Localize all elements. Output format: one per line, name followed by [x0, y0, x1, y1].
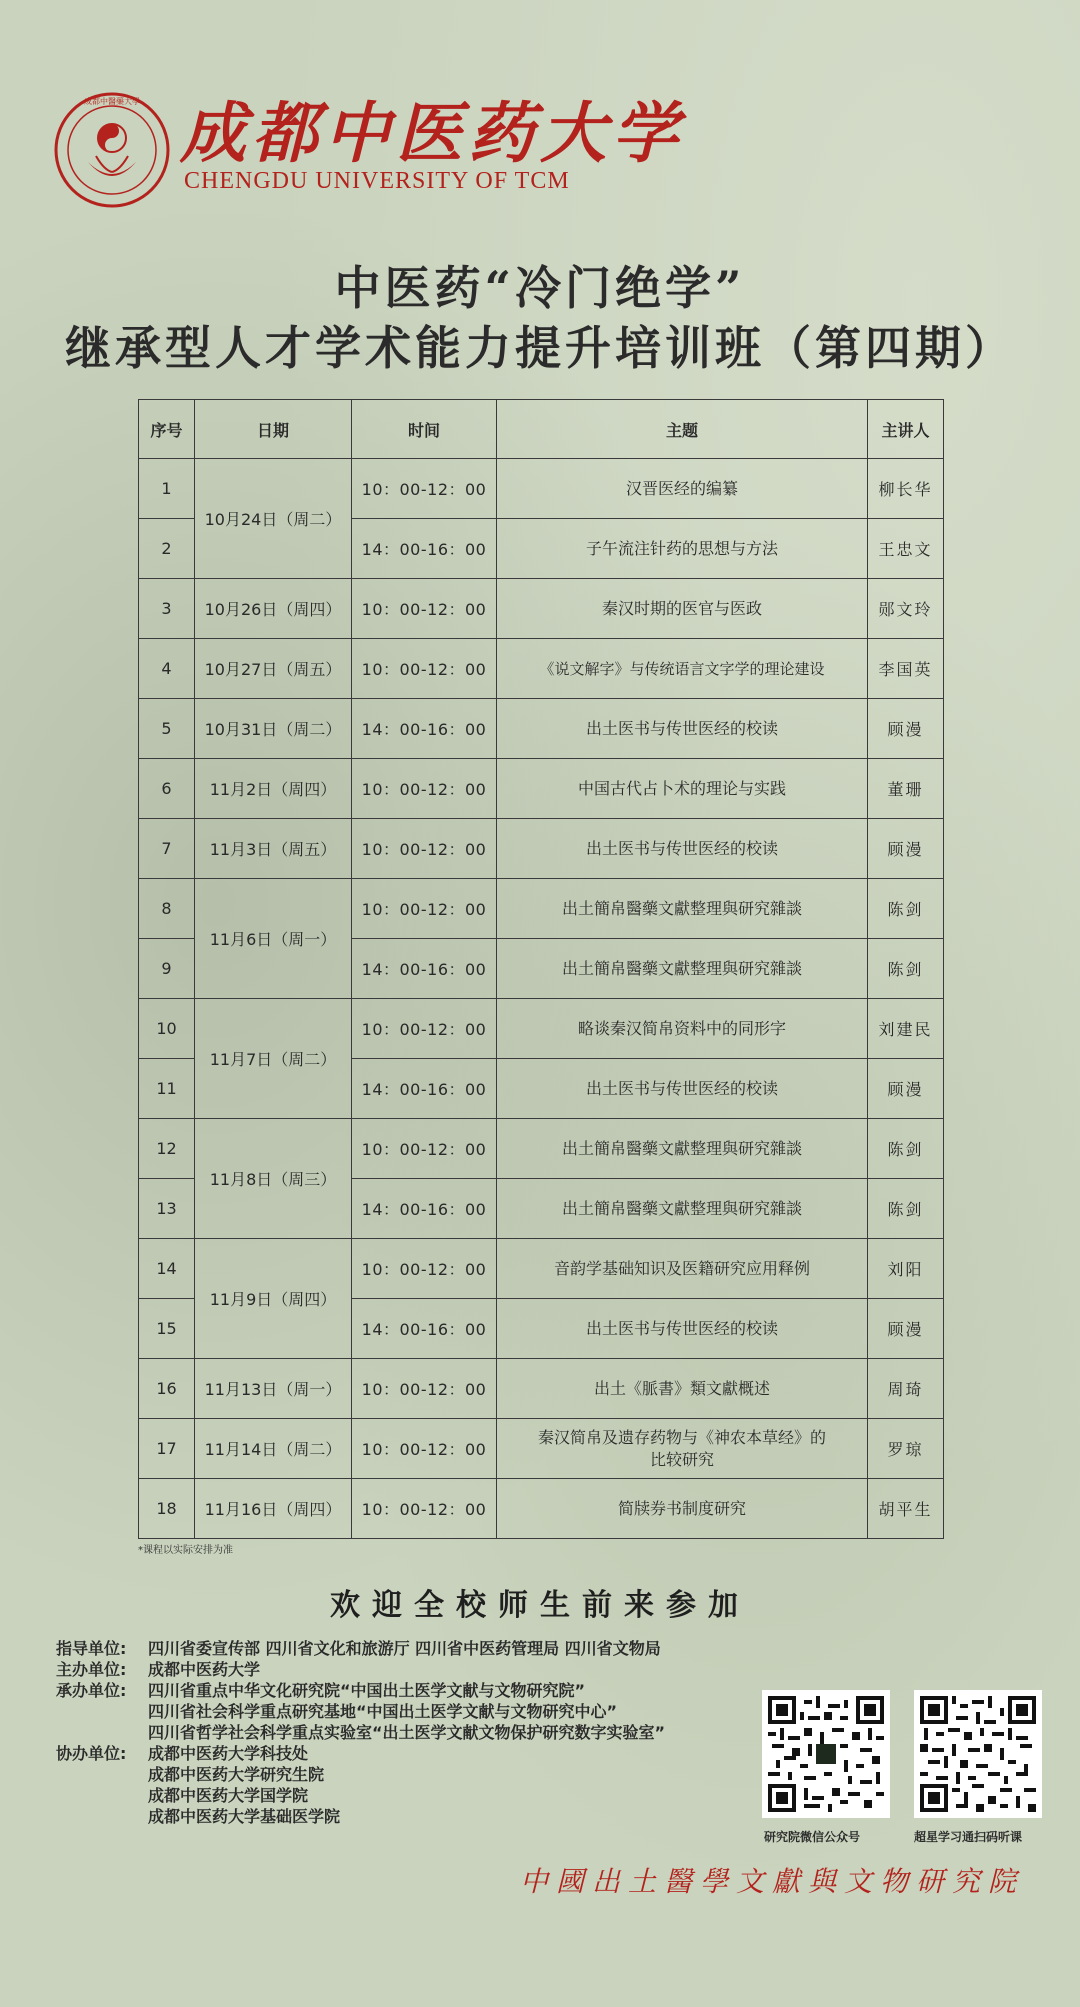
row-no: 9 — [139, 939, 195, 999]
table-row — [139, 459, 944, 519]
row-time: 10：00-12：00 — [352, 819, 497, 879]
row-topic: 简牍券书制度研究 — [497, 1479, 868, 1539]
table-header-row — [139, 400, 944, 459]
page-title-line2: 继承型人才学术能力提升培训班（第四期） — [65, 321, 1015, 375]
row-time: 14：00-16：00 — [352, 699, 497, 759]
table-row — [139, 759, 944, 819]
row-time: 10：00-12：00 — [352, 1479, 497, 1539]
row-no: 18 — [139, 1479, 195, 1539]
row-speaker: 陈剑 — [868, 939, 944, 999]
table-row — [139, 1419, 944, 1479]
table-row — [139, 879, 944, 939]
schedule-note: *课程以实际安排为准 — [138, 1545, 233, 1556]
org-host-label: 主办单位: — [56, 1660, 127, 1679]
university-seal-logo — [52, 90, 172, 210]
row-topic: 《说文解字》与传统语言文字学的理论建设 — [497, 639, 868, 699]
row-no: 6 — [139, 759, 195, 819]
row-topic: 出土医书与传世医经的校读 — [497, 1059, 868, 1119]
row-speaker: 王忠文 — [868, 519, 944, 579]
row-topic: 出土医书与传世医经的校读 — [497, 1299, 868, 1359]
row-speaker: 陈剑 — [868, 1119, 944, 1179]
org-guide-label: 指导单位: — [56, 1639, 127, 1658]
row-topic: 秦汉时期的医官与医政 — [497, 579, 868, 639]
header-speaker: 主讲人 — [868, 400, 944, 459]
table-row — [139, 1239, 944, 1299]
row-time: 14：00-16：00 — [352, 1299, 497, 1359]
row-topic: 汉晋医经的编纂 — [497, 459, 868, 519]
row-date: 11月14日（周二） — [195, 1419, 352, 1479]
row-date: 11月7日（周二） — [195, 999, 352, 1119]
row-speaker: 李国英 — [868, 639, 944, 699]
university-name-en: CHENGDU UNIVERSITY OF TCM — [184, 168, 570, 194]
org-assist-label: 协办单位: — [56, 1744, 127, 1763]
row-topic: 子午流注针药的思想与方法 — [497, 519, 868, 579]
row-speaker: 顾漫 — [868, 819, 944, 879]
row-topic: 出土簡帛醫藥文獻整理與研究雜談 — [497, 939, 868, 999]
org-undertake-value: 四川省重点中华文化研究院“中国出土医学文献与文物研究院” — [148, 1681, 586, 1700]
row-speaker: 罗琼 — [868, 1419, 944, 1479]
row-time: 10：00-12：00 — [352, 579, 497, 639]
row-date: 11月2日（周四） — [195, 759, 352, 819]
row-speaker: 柳长华 — [868, 459, 944, 519]
row-no: 5 — [139, 699, 195, 759]
row-no: 11 — [139, 1059, 195, 1119]
row-topic: 出土簡帛醫藥文獻整理與研究雜談 — [497, 1179, 868, 1239]
row-date: 11月3日（周五） — [195, 819, 352, 879]
row-speaker: 陈剑 — [868, 1179, 944, 1239]
row-time: 14：00-16：00 — [352, 1179, 497, 1239]
row-topic: 出土《脈書》類文獻概述 — [497, 1359, 868, 1419]
org-assist-value: 成都中医药大学研究生院 — [148, 1765, 325, 1784]
row-speaker: 郧文玲 — [868, 579, 944, 639]
org-assist-value: 成都中医药大学国学院 — [148, 1786, 309, 1805]
row-time: 14：00-16：00 — [352, 519, 497, 579]
row-topic-line1: 秦汉简帛及遗存药物与《神农本草经》的 — [537, 1427, 826, 1447]
row-date: 11月6日（周一） — [195, 879, 352, 999]
row-time: 14：00-16：00 — [352, 939, 497, 999]
row-speaker: 刘阳 — [868, 1239, 944, 1299]
org-assist-value: 成都中医药大学基础医学院 — [148, 1807, 341, 1826]
header-topic: 主题 — [497, 400, 868, 459]
header-time: 时间 — [352, 400, 497, 459]
row-topic: 出土医书与传世医经的校读 — [497, 699, 868, 759]
row-no: 14 — [139, 1239, 195, 1299]
footer-institute-name: 中國出土醫學文獻與文物研究院 — [520, 1865, 1025, 1898]
row-time: 10：00-12：00 — [352, 1359, 497, 1419]
row-time: 10：00-12：00 — [352, 639, 497, 699]
org-host-value: 成都中医药大学 — [148, 1660, 261, 1679]
table-row — [139, 1479, 944, 1539]
row-topic: 音韵学基础知识及医籍研究应用释例 — [497, 1239, 868, 1299]
welcome-banner: 欢迎全校师生前来参加 — [330, 1588, 750, 1623]
row-time: 10：00-12：00 — [352, 1239, 497, 1299]
row-no: 15 — [139, 1299, 195, 1359]
table-row — [139, 639, 944, 699]
row-topic: 出土簡帛醫藥文獻整理與研究雜談 — [497, 879, 868, 939]
wechat-qr-code[interactable] — [762, 1690, 890, 1818]
qr-code-icon — [920, 1696, 1036, 1812]
row-speaker: 刘建民 — [868, 999, 944, 1059]
table-row — [139, 699, 944, 759]
org-undertake-value: 四川省哲学社会科学重点实验室“出土医学文献文物保护研究数字实验室” — [148, 1723, 666, 1742]
table-row — [139, 579, 944, 639]
university-header — [52, 80, 684, 194]
row-time: 10：00-12：00 — [352, 1419, 497, 1479]
row-topic — [497, 1419, 868, 1479]
row-topic: 中国古代占卜术的理论与实践 — [497, 759, 868, 819]
svg-text:成都中醫藥大學: 成都中醫藥大學 — [84, 97, 140, 106]
row-no: 16 — [139, 1359, 195, 1419]
row-date: 10月31日（周二） — [195, 699, 352, 759]
row-date: 10月24日（周二） — [195, 459, 352, 579]
row-no: 4 — [139, 639, 195, 699]
row-topic-line2: 比较研究 — [649, 1449, 714, 1469]
row-speaker: 顾漫 — [868, 699, 944, 759]
row-speaker: 顾漫 — [868, 1299, 944, 1359]
row-no: 10 — [139, 999, 195, 1059]
row-topic: 出土医书与传世医经的校读 — [497, 819, 868, 879]
row-topic: 略谈秦汉简帛资料中的同形字 — [497, 999, 868, 1059]
row-date: 10月27日（周五） — [195, 639, 352, 699]
chaoxing-qr-code[interactable] — [914, 1690, 1042, 1818]
row-date: 11月9日（周四） — [195, 1239, 352, 1359]
org-undertake-label: 承办单位: — [56, 1681, 127, 1700]
row-no: 8 — [139, 879, 195, 939]
page-title-line1: 中医药“冷门绝学” — [334, 261, 746, 315]
table-row — [139, 1119, 944, 1179]
row-time: 14：00-16：00 — [352, 1059, 497, 1119]
row-no: 17 — [139, 1419, 195, 1479]
row-date: 11月8日（周三） — [195, 1119, 352, 1239]
row-time: 10：00-12：00 — [352, 879, 497, 939]
row-speaker: 陈剑 — [868, 879, 944, 939]
org-assist-value: 成都中医药大学科技处 — [148, 1744, 309, 1763]
row-time: 10：00-12：00 — [352, 459, 497, 519]
row-topic: 出土簡帛醫藥文獻整理與研究雜談 — [497, 1119, 868, 1179]
row-no: 2 — [139, 519, 195, 579]
row-speaker: 董珊 — [868, 759, 944, 819]
table-row — [139, 819, 944, 879]
chaoxing-qr-caption: 超星学习通扫码听课 — [914, 1830, 1023, 1844]
org-undertake-value: 四川省社会科学重点研究基地“中国出土医学文献与文物研究中心” — [148, 1702, 618, 1721]
qr-code-icon — [768, 1696, 884, 1812]
header-no: 序号 — [139, 400, 195, 459]
row-speaker: 周琦 — [868, 1359, 944, 1419]
row-no: 7 — [139, 819, 195, 879]
row-no: 12 — [139, 1119, 195, 1179]
schedule-table — [138, 399, 944, 1539]
table-row — [139, 999, 944, 1059]
row-no: 3 — [139, 579, 195, 639]
row-time: 10：00-12：00 — [352, 759, 497, 819]
wechat-qr-caption: 研究院微信公众号 — [764, 1830, 861, 1844]
row-no: 1 — [139, 459, 195, 519]
row-time: 10：00-12：00 — [352, 999, 497, 1059]
university-name-cn: 成都中医药大学 — [180, 94, 684, 172]
row-date: 10月26日（周四） — [195, 579, 352, 639]
org-guide-value: 四川省委宣传部 四川省文化和旅游厅 四川省中医药管理局 四川省文物局 — [148, 1639, 661, 1658]
row-no: 13 — [139, 1179, 195, 1239]
row-date: 11月13日（周一） — [195, 1359, 352, 1419]
header-date: 日期 — [195, 400, 352, 459]
row-speaker: 胡平生 — [868, 1479, 944, 1539]
row-time: 10：00-12：00 — [352, 1119, 497, 1179]
row-speaker: 顾漫 — [868, 1059, 944, 1119]
table-row — [139, 1359, 944, 1419]
row-date: 11月16日（周四） — [195, 1479, 352, 1539]
